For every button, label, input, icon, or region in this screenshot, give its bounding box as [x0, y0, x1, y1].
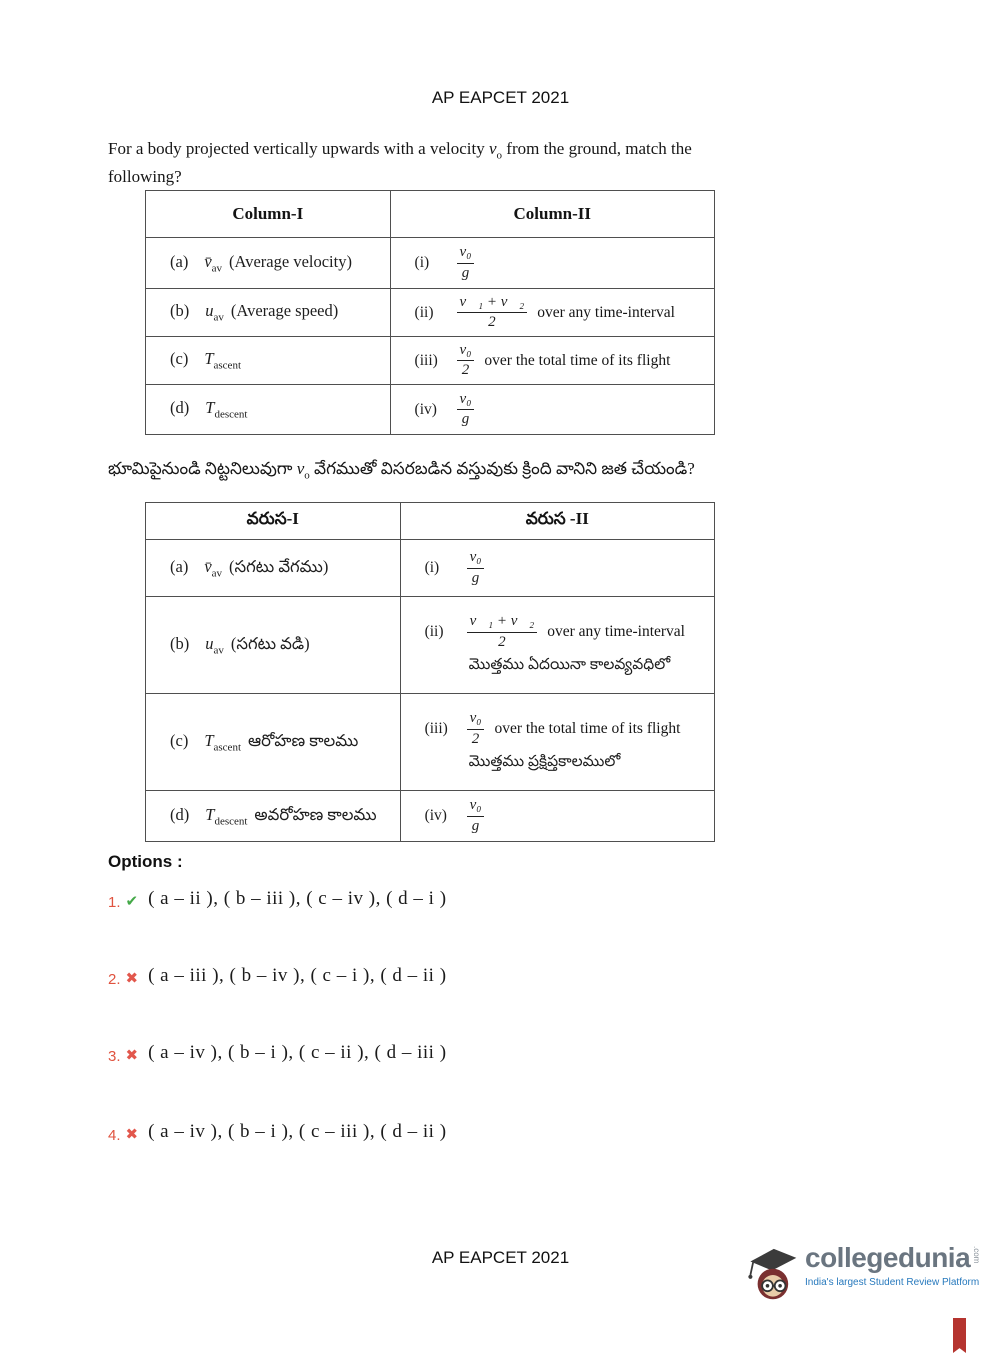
row-tag: (d) — [170, 398, 190, 418]
column-2-header: Column-II — [390, 191, 714, 238]
question-text-telugu — [108, 456, 748, 484]
column-2-header: వరుస -II — [400, 503, 714, 540]
option-3 — [108, 1042, 447, 1064]
row-symbol: v̄ — [204, 251, 212, 271]
table-row-b — [146, 597, 715, 694]
roman-label: (iii) — [414, 351, 438, 369]
table-row-c — [146, 337, 715, 385]
fraction-numerator: v⃗₁ + v⃗₂ — [467, 613, 538, 632]
option-text: ( a – iv ), ( b – i ), ( c – ii ), ( d – iii ) — [148, 1042, 447, 1063]
question-text-part: వేగముతో విసరబడిన వస్తువుకు క్రింది వానిని జత చేయండి? — [309, 459, 695, 478]
logo-tagline: India's largest Student Review Platform — [805, 1276, 980, 1288]
fraction — [457, 244, 475, 282]
red-ribbon-bookmark — [953, 1318, 966, 1353]
row-c-right-cell — [400, 694, 714, 791]
collegedunia-mascot-icon — [745, 1243, 799, 1307]
row-d-right-cell — [390, 385, 714, 435]
row-tag: (b) — [170, 301, 190, 321]
row-tag: (a) — [170, 556, 189, 576]
row-symbol: T — [204, 349, 214, 369]
check-icon: ✔ — [125, 894, 139, 910]
match-table-telugu — [145, 502, 715, 842]
question-text-part: For a body projected vertically upwards with a velocity — [108, 139, 489, 158]
row-description: (Average speed) — [230, 301, 339, 321]
fraction-numerator: v₀ — [467, 549, 485, 568]
table-row-a — [146, 238, 715, 289]
fraction-caption: over any time-interval — [547, 623, 685, 640]
fraction-caption-telugu: మొత్తము ఏదయినా కాలవ్యవధిలో — [468, 655, 671, 673]
option-number: 2. — [108, 971, 121, 988]
row-symbol: T — [205, 804, 215, 824]
logo-com-suffix: .com — [972, 1246, 982, 1264]
option-2 — [108, 965, 447, 987]
row-symbol: u — [205, 633, 214, 653]
fraction — [457, 391, 475, 429]
row-description: (సగటు వడి) — [230, 633, 310, 653]
row-b-left-cell — [146, 289, 391, 337]
fraction-numerator: v₀ — [457, 391, 475, 410]
row-description: ఆరోహణ కాలము — [248, 730, 359, 750]
fraction-denominator: 2 — [488, 314, 496, 330]
fraction-caption: over any time-interval — [537, 303, 675, 321]
row-a-right-cell — [390, 238, 714, 289]
row-symbol-sub: av — [211, 262, 223, 275]
fraction-denominator: g — [461, 264, 470, 281]
fraction — [467, 613, 538, 651]
fraction-numerator: v₀ — [457, 244, 475, 263]
roman-label: (i) — [424, 559, 440, 576]
option-text: ( a – iii ), ( b – iv ), ( c – i ), ( d – ii ) — [148, 965, 447, 986]
fraction-denominator: 2 — [498, 633, 506, 650]
table-header-row — [146, 191, 715, 238]
row-symbol-sub: ascent — [213, 740, 241, 753]
cross-icon: ✖ — [125, 971, 139, 987]
row-symbol-sub: av — [211, 566, 223, 579]
row-description: (Average velocity) — [229, 251, 352, 271]
roman-label: (i) — [414, 254, 430, 271]
row-b-left-cell — [146, 597, 401, 694]
row-tag: (c) — [170, 349, 189, 369]
fraction-denominator: g — [461, 411, 470, 427]
row-symbol-sub: av — [213, 311, 224, 324]
fraction-denominator: g — [471, 817, 480, 834]
fraction — [467, 797, 485, 835]
fraction-numerator: v₀ — [467, 710, 485, 729]
fraction-caption: over the total time of its flight — [484, 351, 671, 369]
footer-page-title: AP EAPCET 2021 — [431, 1248, 570, 1267]
row-symbol-sub: ascent — [213, 359, 241, 372]
table-row-c — [146, 694, 715, 791]
row-symbol: T — [204, 730, 214, 750]
option-number: 3. — [108, 1048, 121, 1065]
fraction — [457, 342, 475, 380]
table-row-b — [146, 289, 715, 337]
row-tag: (d) — [170, 804, 190, 824]
row-a-left-cell — [146, 540, 401, 597]
roman-label: (iv) — [424, 807, 447, 824]
row-symbol: T — [205, 398, 215, 418]
table-row-d — [146, 791, 715, 842]
fraction-denominator: 2 — [461, 362, 470, 378]
row-symbol-sub: av — [213, 643, 224, 656]
row-d-left-cell — [146, 385, 391, 435]
row-b-right-cell — [400, 597, 714, 694]
roman-label: (iii) — [424, 720, 448, 737]
velocity-symbol: v — [296, 459, 305, 478]
question-text-part: భూమిపైనుండి నిట్టనిలువుగా — [108, 459, 297, 478]
fraction-numerator: v₀ — [467, 797, 485, 816]
fraction-caption-telugu: మొత్తము ప్రక్షిప్తకాలములో — [468, 752, 621, 770]
row-d-right-cell — [400, 791, 714, 842]
row-tag: (a) — [170, 251, 189, 271]
table-row-d — [146, 385, 715, 435]
row-description: (సగటు వేగము) — [229, 556, 329, 576]
option-text: ( a – iv ), ( b – i ), ( c – iii ), ( d – ii ) — [148, 1121, 447, 1142]
fraction-numerator: v₀ — [457, 342, 475, 361]
cross-icon: ✖ — [125, 1127, 139, 1143]
row-a-right-cell — [400, 540, 714, 597]
question-text-english — [108, 136, 708, 191]
table-header-row — [146, 503, 715, 540]
fraction — [467, 710, 485, 748]
column-1-header: Column-I — [146, 191, 391, 238]
row-a-left-cell — [146, 238, 391, 289]
question-text-part: from the ground, match the following? — [108, 139, 692, 187]
row-tag: (c) — [170, 730, 189, 750]
match-table-english — [145, 190, 715, 435]
row-symbol-sub: descent — [214, 814, 248, 827]
option-number: 1. — [108, 894, 121, 911]
fraction-caption: over the total time of its flight — [494, 720, 681, 737]
velocity-subscript: o — [304, 469, 310, 482]
row-description: అవరోహణ కాలము — [254, 804, 377, 824]
row-b-right-cell — [390, 289, 714, 337]
row-symbol: u — [205, 301, 214, 321]
row-d-left-cell — [146, 791, 401, 842]
row-symbol: v̄ — [204, 556, 212, 576]
roman-label: (ii) — [414, 303, 434, 321]
row-c-left-cell — [146, 694, 401, 791]
roman-label: (ii) — [424, 623, 444, 640]
velocity-symbol: v — [488, 139, 497, 158]
fraction-denominator: g — [471, 569, 480, 586]
collegedunia-logo[interactable] — [745, 1243, 981, 1307]
cross-icon: ✖ — [125, 1048, 139, 1064]
option-text: ( a – ii ), ( b – iii ), ( c – iv ), ( d – i ) — [148, 888, 447, 909]
option-number: 4. — [108, 1127, 121, 1144]
roman-label: (iv) — [414, 400, 437, 418]
fraction-numerator: v⃗₁ + v⃗₂ — [457, 294, 528, 313]
fraction — [467, 549, 485, 587]
row-c-right-cell — [390, 337, 714, 385]
row-c-left-cell — [146, 337, 391, 385]
fraction — [457, 294, 528, 332]
fraction-denominator: 2 — [471, 730, 480, 747]
option-4 — [108, 1121, 447, 1143]
options-heading: Options : — [108, 852, 183, 871]
option-1 — [108, 888, 447, 910]
column-1-header: వరుస-I — [146, 503, 401, 540]
row-symbol-sub: descent — [214, 408, 248, 421]
page-title: AP EAPCET 2021 — [431, 88, 570, 107]
velocity-subscript: o — [496, 149, 503, 162]
row-tag: (b) — [170, 633, 190, 653]
collegedunia-wordmark: collegedunia — [805, 1242, 971, 1273]
table-row-a — [146, 540, 715, 597]
